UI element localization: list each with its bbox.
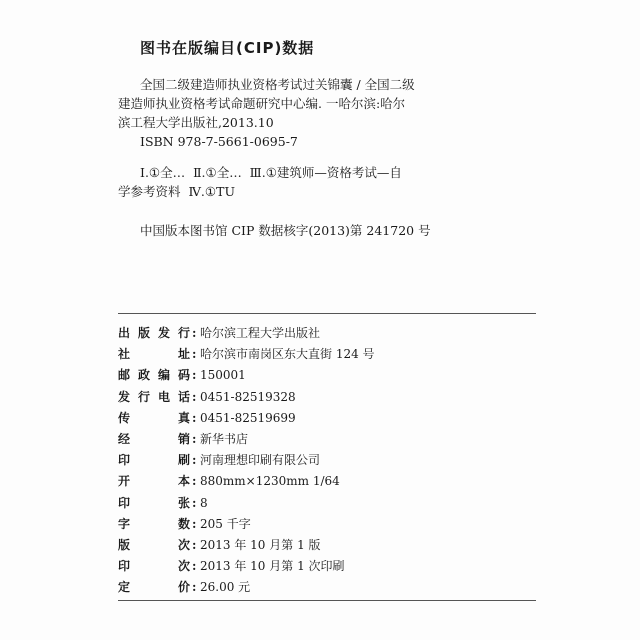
pub-value: 880mm×1230mm 1/64 <box>200 474 340 489</box>
pub-label: 开本 <box>118 474 190 489</box>
divider-bottom <box>118 600 536 601</box>
pub-label: 发行电话 <box>118 389 190 404</box>
pub-row: 经销 : 新华书店 <box>118 431 249 446</box>
cip-classification: 学参考资料 Ⅳ.①TU <box>118 184 235 199</box>
pub-value: 2013 年 10 月第 1 次印刷 <box>200 559 345 574</box>
cip-isbn: ISBN 978-7-5661-0695-7 <box>140 134 298 149</box>
pub-value: 0451-82519699 <box>200 410 296 425</box>
pub-row: 出版发行 : 哈尔滨工程大学出版社 <box>118 326 321 340</box>
pub-label: 邮政编码 <box>118 368 190 383</box>
pub-label: 出版发行 <box>118 326 190 340</box>
pub-label: 传真 <box>118 410 190 425</box>
pub-value: 2013 年 10 月第 1 版 <box>200 537 321 552</box>
pub-row: 字数 : 205 千字 <box>118 516 251 531</box>
cip-verification: 中国版本图书馆 CIP 数据核字(2013)第 241720 号 <box>140 223 431 238</box>
pub-row: 印张 : 8 <box>118 495 208 510</box>
publication-info <box>118 324 538 599</box>
pub-label: 印次 <box>118 559 190 574</box>
pub-label: 社址 <box>118 347 190 362</box>
pub-value: 205 千字 <box>200 516 251 531</box>
pub-label: 版次 <box>118 537 190 552</box>
pub-row: 传真 : 0451-82519699 <box>118 410 296 425</box>
cip-title: 图书在版编目(CIP)数据 <box>140 39 315 57</box>
pub-value: 哈尔滨市南岗区东大直街 124 号 <box>200 347 375 362</box>
pub-row: 开本 : 880mm×1230mm 1/64 <box>118 474 340 489</box>
pub-row: 印次 : 2013 年 10 月第 1 次印刷 <box>118 559 345 574</box>
cip-record <box>118 75 498 240</box>
pub-row: 定价 : 26.00 元 <box>118 580 251 595</box>
pub-value: 26.00 元 <box>200 580 251 595</box>
pub-label: 印刷 <box>118 453 190 468</box>
pub-row: 版次 : 2013 年 10 月第 1 版 <box>118 537 321 552</box>
divider-top <box>118 313 536 314</box>
cip-classification: Ⅰ.①全… Ⅱ.①全… Ⅲ.①建筑师—资格考试—自 <box>140 165 402 180</box>
pub-row: 印刷 : 河南理想印刷有限公司 <box>118 453 321 468</box>
pub-value: 8 <box>200 495 208 510</box>
pub-row: 发行电话 : 0451-82519328 <box>118 389 296 404</box>
pub-row: 邮政编码 : 150001 <box>118 368 246 383</box>
pub-label: 经销 <box>118 431 190 446</box>
pub-value: 哈尔滨工程大学出版社 <box>200 326 321 340</box>
pub-value: 0451-82519328 <box>200 389 296 404</box>
pub-value: 新华书店 <box>200 431 249 446</box>
pub-label: 字数 <box>118 516 190 531</box>
cip-line: 建造师执业资格考试命题研究中心编. 一哈尔滨:哈尔 <box>118 96 406 111</box>
pub-label: 定价 <box>118 580 190 595</box>
pub-value: 河南理想印刷有限公司 <box>200 453 321 468</box>
cip-line: 全国二级建造师执业资格考试过关锦囊 / 全国二级 <box>140 77 415 92</box>
pub-label: 印张 <box>118 495 190 510</box>
cip-line: 滨工程大学出版社,2013.10 <box>118 115 274 130</box>
pub-row: 社址 : 哈尔滨市南岗区东大直街 124 号 <box>118 347 375 362</box>
pub-value: 150001 <box>200 368 246 383</box>
